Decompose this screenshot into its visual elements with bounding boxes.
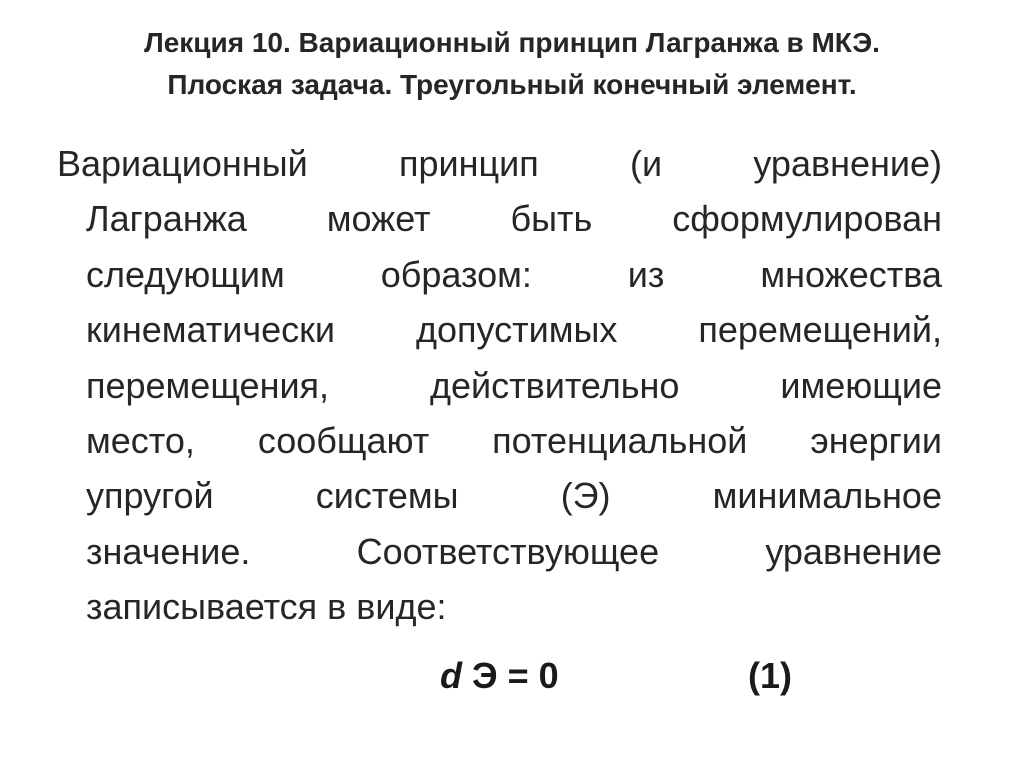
word: место,	[86, 419, 195, 461]
equation-body: Э = 0	[462, 655, 559, 696]
paragraph-line-7	[57, 468, 942, 523]
body-paragraph	[57, 136, 942, 635]
paragraph-line-3	[57, 247, 942, 302]
paragraph-line-1	[57, 136, 942, 191]
word: может	[326, 198, 431, 240]
paragraph-line-5	[57, 358, 942, 413]
word: системы	[315, 475, 459, 517]
word: Лагранжа	[86, 198, 247, 240]
word: уравнение)	[753, 143, 942, 184]
paragraph-line-9	[57, 579, 942, 634]
word: перемещений,	[698, 309, 942, 351]
slide-title	[40, 22, 984, 106]
equation-number: (1)	[748, 655, 792, 696]
title-line-2: Плоская задача. Треугольный конечный элемент.	[167, 69, 857, 100]
word: следующим	[86, 253, 285, 295]
word: Соответствующее	[356, 530, 660, 572]
paragraph-line-6	[57, 413, 942, 468]
word: имеющие	[780, 364, 942, 406]
word: сообщают	[257, 419, 430, 461]
word: потенциальной	[492, 419, 748, 461]
word: допустимых	[415, 309, 618, 351]
word: уравнение	[765, 530, 942, 572]
equation	[440, 652, 559, 700]
word: (и	[629, 143, 663, 184]
word: значение.	[86, 530, 251, 572]
word: упругой	[86, 475, 214, 517]
paragraph-line-8	[57, 524, 942, 579]
word: минимальное	[712, 475, 942, 517]
word: множества	[760, 253, 942, 295]
word: принцип	[398, 143, 539, 184]
paragraph-line-4	[57, 302, 942, 357]
word: кинематически	[86, 309, 335, 351]
word: энергии	[810, 419, 942, 461]
paragraph-line-2	[57, 191, 942, 246]
word: (Э)	[560, 475, 611, 517]
title-line-1: Лекция 10. Вариационный принцип Лагранжа в МКЭ.	[144, 27, 880, 58]
word: сформулирован	[672, 198, 942, 240]
word: записывается в виде:	[86, 586, 447, 628]
word: перемещения,	[86, 364, 330, 406]
word: Вариационный	[57, 143, 308, 184]
word: быть	[510, 198, 593, 240]
equation-delta: d	[440, 655, 462, 696]
word: действительно	[429, 364, 680, 406]
word: из	[627, 253, 665, 295]
word: образом:	[380, 253, 532, 295]
